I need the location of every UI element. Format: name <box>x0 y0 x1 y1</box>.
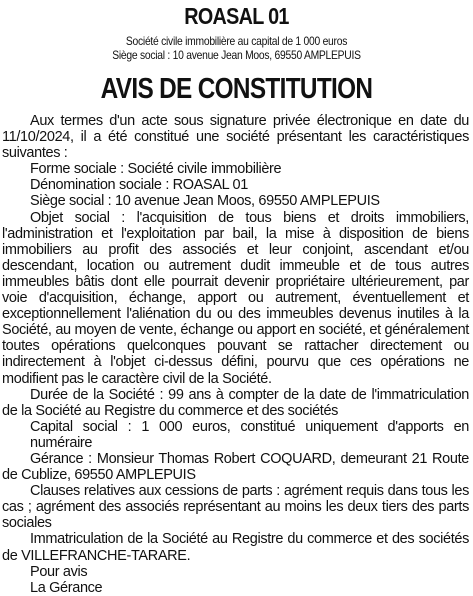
gerance: Gérance : Monsieur Thomas Robert COQUARD, demeurant 21 Route de Cublize, 69550 AMPLEPUIS <box>2 450 469 484</box>
capital-social: Capital social : 1 000 euros, constitué uniquement d'apports en numéraire <box>30 418 469 451</box>
notice-header <box>0 4 473 104</box>
clauses-cessions: Clauses relatives aux cessions de parts : agrément requis dans tous les cas ; agrément des associés représentant au moins les deux tiers des parts sociales <box>2 483 469 532</box>
closing-line: Pour avis <box>30 563 88 580</box>
forme-sociale: Forme sociale : Société civile immobilière <box>30 161 282 178</box>
company-name: ROASAL 01 <box>184 3 289 29</box>
registered-address-line: Siège social : 10 avenue Jean Moos, 69550 AMPLEPUIS <box>112 48 361 62</box>
capital-line: Société civile immobilière au capital de 1 000 euros <box>125 34 348 48</box>
notice-body <box>2 113 469 596</box>
notice-title: AVIS DE CONSTITUTION <box>100 73 373 105</box>
siege-social: Siège social : 10 avenue Jean Moos, 69550 AMPLEPUIS <box>30 193 380 210</box>
intro-paragraph: Aux termes d'un acte sous signature privée électronique en date du 11/10/2024, il a été constitué une société présentant les caractéristiques suivantes : <box>2 113 469 162</box>
immatriculation: Immatriculation de la Société au Registre du commerce et des sociétés de VILLEFRANCHE-TARARE. <box>2 531 469 564</box>
denomination-sociale: Dénomination sociale : ROASAL 01 <box>30 177 248 194</box>
objet-social: Objet social : l'acquisition de tous biens et droits immobiliers, l'administration et l'exploitation par bail, la mise à disposition de biens immobiliers au profit des associés et leur conjoint, ascendant et/ou descendant, location ou autrement dudit immeuble et de tous autres immeubles bâtis dont elle pourrait devenir propriétaire ultérieurement, par voie d'acquisition, échange, apport ou autrement, éventuellement et exceptionnellement l'aliénation du ou des immeubles devenus inutiles à la Société, au moyen de vente, échange ou apport en société, et généralement toutes opérations quelconques pouvant se rattacher directement ou indirectement à l'objet ci-dessus défini, pourvu que ces opérations ne modifient pas le caractère civil de la Société. <box>2 209 469 387</box>
duree-societe: Durée de la Société : 99 ans à compter de la date de l'immatriculation de la Société au Registre du commerce et des sociétés <box>2 386 469 419</box>
signature-line: La Gérance <box>30 579 103 596</box>
